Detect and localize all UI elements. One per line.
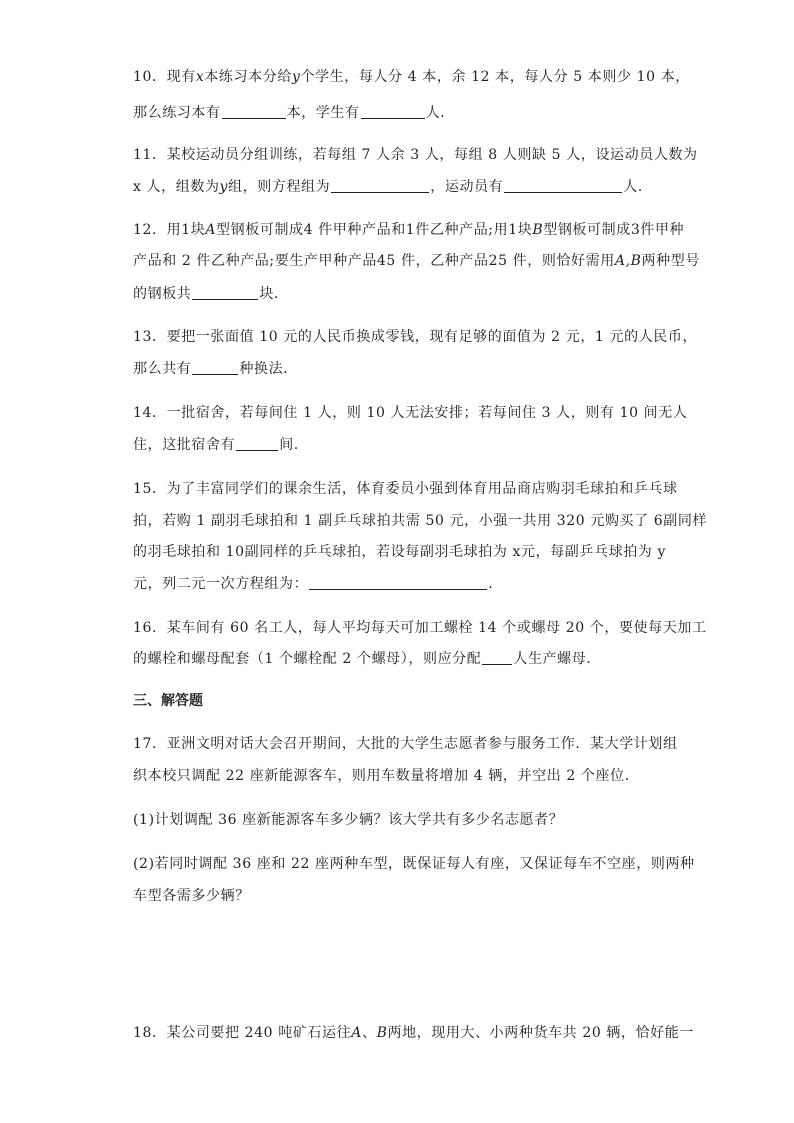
q17-line2 [133,765,673,785]
q15-text: 的羽毛球拍和 10副同样的乒乓球拍，若设每副羽毛球拍为 x元，每副乒乓球拍为 y [133,544,666,560]
q10-line2 [133,102,673,122]
q10-var-x: x [195,69,205,85]
q16-line1 [133,617,707,637]
q13-text: 那么共有 [133,361,192,377]
q11-line1 [133,144,698,164]
q13-line2 [133,358,673,378]
q11-text: ，运动员有 [430,179,504,195]
q15-text: 15．为了丰富同学们的课余生活，体育委员小强到体育用品商店购羽毛球拍和乒乓球 [133,481,678,497]
q12-text: 型钢板可制成3件甲种 [543,222,685,238]
q12-var-b: B [532,222,544,238]
q10-text: 那么练习本有 [133,105,221,121]
q11-text: 组，则方程组为 [228,179,331,195]
q10-text: 人． [425,105,455,121]
q17-line1 [133,733,678,753]
q12-text: 的钢板共 [133,286,192,302]
q10-var-y: y [291,69,301,85]
q17-text: 17．亚洲文明对话大会召开期间，大批的大学生志愿者参与服务工作．某大学计划组 [133,736,678,752]
q17-subq2-line1 [133,853,695,873]
q12-line2 [133,250,700,270]
q18-var-a: A [351,1025,362,1041]
q13-line1 [133,326,698,346]
q18-text: 两地，现用大、小两种货车共 20 辆，恰好能一 [387,1025,694,1041]
q12-text: 块． [259,286,289,302]
q12-line1 [133,219,685,239]
answer-blank[interactable] [222,104,286,119]
q15-text: 拍，若购 1 副羽毛球拍和 1 副乒乓球拍共需 50 元，小强一共用 320 元购买了 6副同样 [133,513,708,529]
q16-line2 [133,648,673,668]
q15-line2 [133,510,708,530]
q12-text: 12．用1块 [133,222,206,238]
q15-text: ． [488,576,503,592]
q12-var-ab: A,B [614,253,642,269]
answer-blank[interactable] [482,650,512,665]
q15-line1 [133,478,678,498]
q17-subq2-line2 [133,885,673,905]
q13-text: 种换法． [239,361,298,377]
q11-text: x 人，组数为 [133,179,220,195]
answer-blank[interactable] [331,178,429,193]
answer-blank[interactable] [192,285,258,300]
answer-blank[interactable] [361,104,425,119]
q18-var-b: B [376,1025,388,1041]
q17-subq1 [133,809,673,829]
q14-text: 间. [279,437,299,453]
q16-text: 16．某车间有 60 名工人，每人平均每天可加工螺栓 14 个或螺母 20 个，要使每天加工 [133,620,707,636]
answer-blank[interactable] [504,178,622,193]
q10-text: 本练习本分给 [204,69,292,85]
q14-line2 [133,434,673,454]
q10-text: 个学生，每人分 4 本，余 12 本，每人分 5 本则少 10 本， [300,69,690,85]
section-heading: 三、解答题 [133,693,203,709]
q17-text: 车型各需多少辆？ [133,888,250,904]
q13-text: 13．要把一张面值 10 元的人民币换成零钱，现有足够的面值为 2 元，1 元的人民币， [133,329,698,345]
answer-blank[interactable] [309,575,487,590]
q17-text: 织本校只调配 22 座新能源客车，则用车数量将增加 4 辆，并空出 2 个座位． [133,768,640,784]
q18-line1 [133,1022,694,1042]
q15-text: 元，列二元一次方程组为： [133,576,309,592]
q11-var-y: y [219,179,229,195]
q17-text: (2)若同时调配 36 座和 22 座两种车型，既保证每人有座，又保证每车不空座，则两种 [133,856,695,872]
q12-text: 产品和 2 件乙种产品;要生产甲种产品45 件，乙种产品25 件，则恰好需用 [133,253,615,269]
q18-text: 18．某公司要把 240 吨矿石运往 [133,1025,352,1041]
q16-text: 的螺栓和螺母配套（1 个螺栓配 2 个螺母），则应分配 [133,651,482,667]
q16-text: 人生产螺母． [513,651,601,667]
q11-line2 [133,176,673,196]
q12-text: 两种型号 [641,253,700,269]
q11-text: 人． [623,179,653,195]
q14-line1 [133,402,688,422]
q10-line1 [133,66,690,86]
q18-text: 、 [361,1025,377,1041]
q14-text: 住，这批宿舍有 [133,437,236,453]
q11-text: 11．某校运动员分组训练，若每组 7 人余 3 人，每组 8 人则缺 5 人，设运动员人数为 [133,147,698,163]
q12-text: 型钢板可制成4 件甲种产品和1件乙种产品;用1块 [216,222,533,238]
q15-line4 [133,573,673,593]
q12-var-a: A [205,222,217,238]
q15-line3 [133,541,673,561]
q10-text: 本，学生有 [286,105,360,121]
answer-blank[interactable] [192,360,238,375]
q10-text: 10．现有 [133,69,196,85]
q14-text: 14．一批宿舍，若每间住 1 人，则 10 人无法安排；若每间住 3 人，则有 10 间无人 [133,405,688,421]
q12-line3 [133,283,673,303]
q17-text: (1)计划调配 36 座新能源客车多少辆？该大学共有多少名志愿者？ [133,812,564,828]
answer-blank[interactable] [236,436,278,451]
